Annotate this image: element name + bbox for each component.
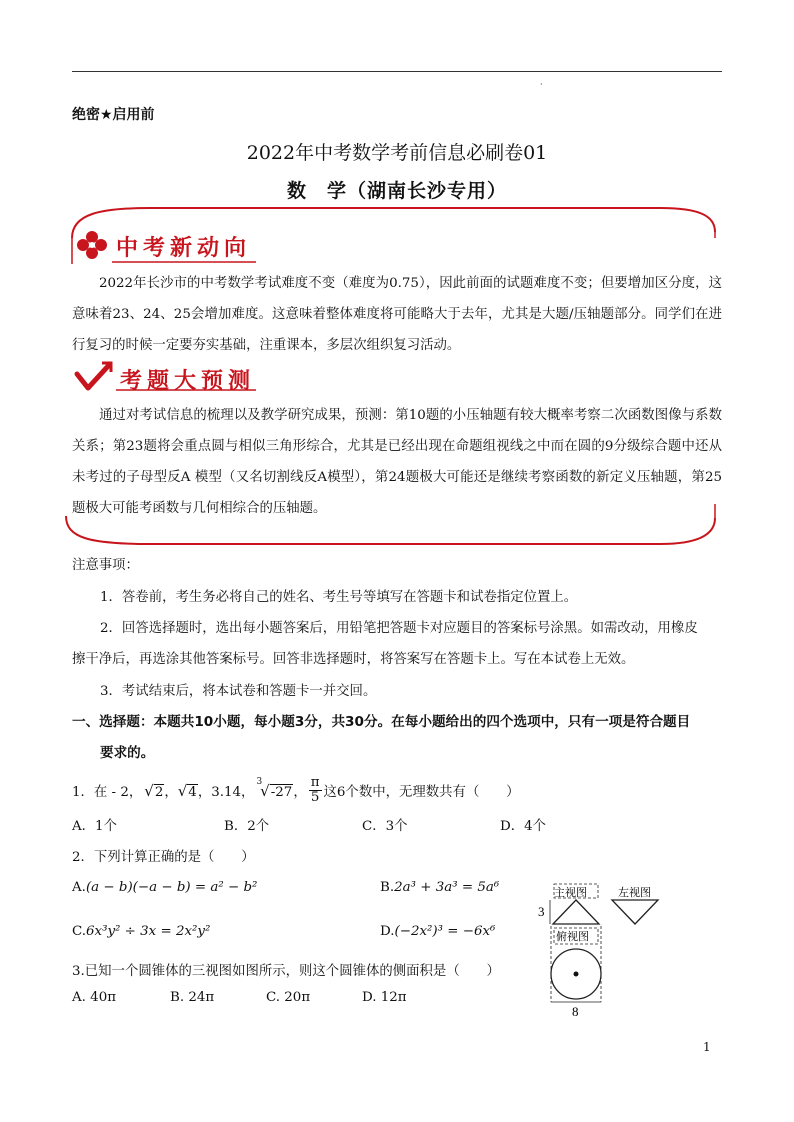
radical-sign: √: [260, 781, 270, 800]
question-2-stem: 2．下列计算正确的是（ ）: [72, 850, 255, 865]
note-item-1: 1．答卷前，考生务必将自己的姓名、考生号等填写在答题卡和试卷指定位置上。: [100, 590, 578, 605]
fraction-numerator: π: [310, 775, 320, 790]
q1-comma-2: ，: [293, 785, 307, 800]
top-view-label: 俯视图: [556, 931, 589, 943]
fraction-denominator: 5: [310, 790, 320, 805]
top-rule: [72, 71, 722, 72]
question-3-stem: 3.已知一个圆锥体的三视图如图所示，则这个圆锥体的侧面积是（ ）: [72, 964, 500, 979]
note-item-3: 3．考试结束后，将本试卷和答题卡一并交回。: [100, 684, 377, 699]
pi-over-5-fraction: [309, 776, 322, 805]
q1-mid: ，3.14，: [197, 785, 255, 800]
q2-option-a: [72, 880, 257, 895]
top-view-center-dot: [574, 972, 579, 977]
part1-heading: 一、选择题：本题共10小题，每小题3分，共30分。在每小题给出的四个选项中，只有一项是符合题目: [72, 714, 691, 730]
part1-heading-cont: 要求的。: [100, 745, 155, 761]
q3-option-d: D. 12π: [362, 990, 407, 1005]
dot-mark: ·: [540, 80, 543, 89]
option-label: C.: [72, 924, 87, 939]
cbrt-expr: [254, 777, 293, 800]
width-label: 8: [572, 1004, 579, 1018]
q1-option-a: A．1个: [72, 819, 117, 834]
question-1-stem: [72, 776, 520, 805]
q2-option-c: [72, 924, 210, 939]
height-label: 3: [538, 904, 545, 919]
cbrt-arg: -27: [270, 784, 293, 800]
checkmark-arrow-icon: [74, 360, 116, 394]
trend-paragraph: [72, 268, 722, 361]
q3-option-a: A. 40π: [72, 990, 117, 1005]
option-label: B.: [380, 880, 395, 895]
option-expr: 6x³y² ÷ 3x = 2x²y²: [86, 924, 211, 939]
predict-title: 考题大预测: [120, 369, 256, 394]
q1-option-d: D．4个: [500, 819, 547, 834]
option-label: A.: [72, 880, 86, 895]
side-view-label: 左视图: [618, 887, 651, 899]
q3-option-c: C. 20π: [266, 990, 311, 1005]
q1-prefix: 1．在 - 2，: [72, 785, 143, 800]
sqrt4-expr: [178, 782, 198, 800]
option-expr: (−2x²)³ = −6x⁶: [394, 924, 496, 939]
predict-text: 通过对考试信息的梳理以及教学研究成果，预测：第10题的小压轴题有较大概率考察二次函数图像与系数关系；第23题将会重点圆与相似三角形综合，尤其是已经出现在命题组视线之中而在圆的9分级综合题中还从未考过的子母型反A 模型（又名切割线反A模型），第24题极大可能还是继续考察函数的新定义压轴题，第25题极大可能考函数与几何相综合的压轴题。: [72, 408, 722, 516]
page-subtitle: 数 学（湖南长沙专用）: [286, 180, 507, 202]
q1-option-c: C．3个: [362, 819, 408, 834]
option-expr: 2a³ + 3a³ = 5a⁶: [394, 880, 500, 895]
side-view-triangle: [612, 900, 658, 924]
cbrt-index: 3: [256, 777, 263, 788]
option-expr: (a − b)(−a − b) = a² − b²: [85, 880, 258, 895]
trend-text: 2022年长沙市的中考数学考试难度不变（难度为0.75），因此前面的试题难度不变；但要增加区分度，这意味着23、24、25会增加难度。这意味着整体难度将可能略大于去年，尤其是大题/压轴题部分。同学们在进行复习的时候一定要夯实基础，注重课本，多层次组织复习活动。: [72, 276, 722, 353]
q1-option-b: B．2个: [224, 819, 270, 834]
sqrt2-arg: 2: [154, 784, 164, 800]
flower-icon: [74, 230, 110, 260]
q1-suffix: 这6个数中，无理数共有（ ）: [323, 785, 520, 800]
sqrt2-expr: [144, 782, 164, 800]
secret-label: 绝密★启用前: [72, 107, 155, 123]
trend-title: 中考新动向: [116, 236, 252, 261]
radical-sign: √: [144, 781, 154, 800]
q1-comma-1: ，: [164, 785, 178, 800]
note-item-2-cont: 擦干净后，再选涂其他答案标号。回答非选择题时，将答案写在答题卡上。写在本试卷上无效。: [72, 652, 635, 667]
sqrt4-arg: 4: [188, 784, 197, 800]
note-item-2: 2．回答选择题时，选出每小题答案后，用铅笔把答题卡对应题目的答案标号涂黑。如需改动，用橡皮: [100, 621, 698, 636]
front-view-triangle: [553, 900, 599, 924]
front-view-label: 主视图: [554, 887, 587, 899]
radical-sign: √: [177, 781, 188, 800]
q3-option-b: B. 24π: [170, 990, 215, 1005]
three-view-figure: [530, 878, 670, 1018]
predict-paragraph: [72, 400, 722, 524]
q2-option-b: [380, 880, 499, 895]
q2-option-d: [380, 924, 495, 939]
option-label: D.: [380, 924, 395, 939]
page-number: 1: [703, 1040, 711, 1054]
notes-heading: 注意事项：: [72, 558, 139, 573]
page-title: 2022年中考数学考前信息必刷卷01: [246, 142, 548, 164]
